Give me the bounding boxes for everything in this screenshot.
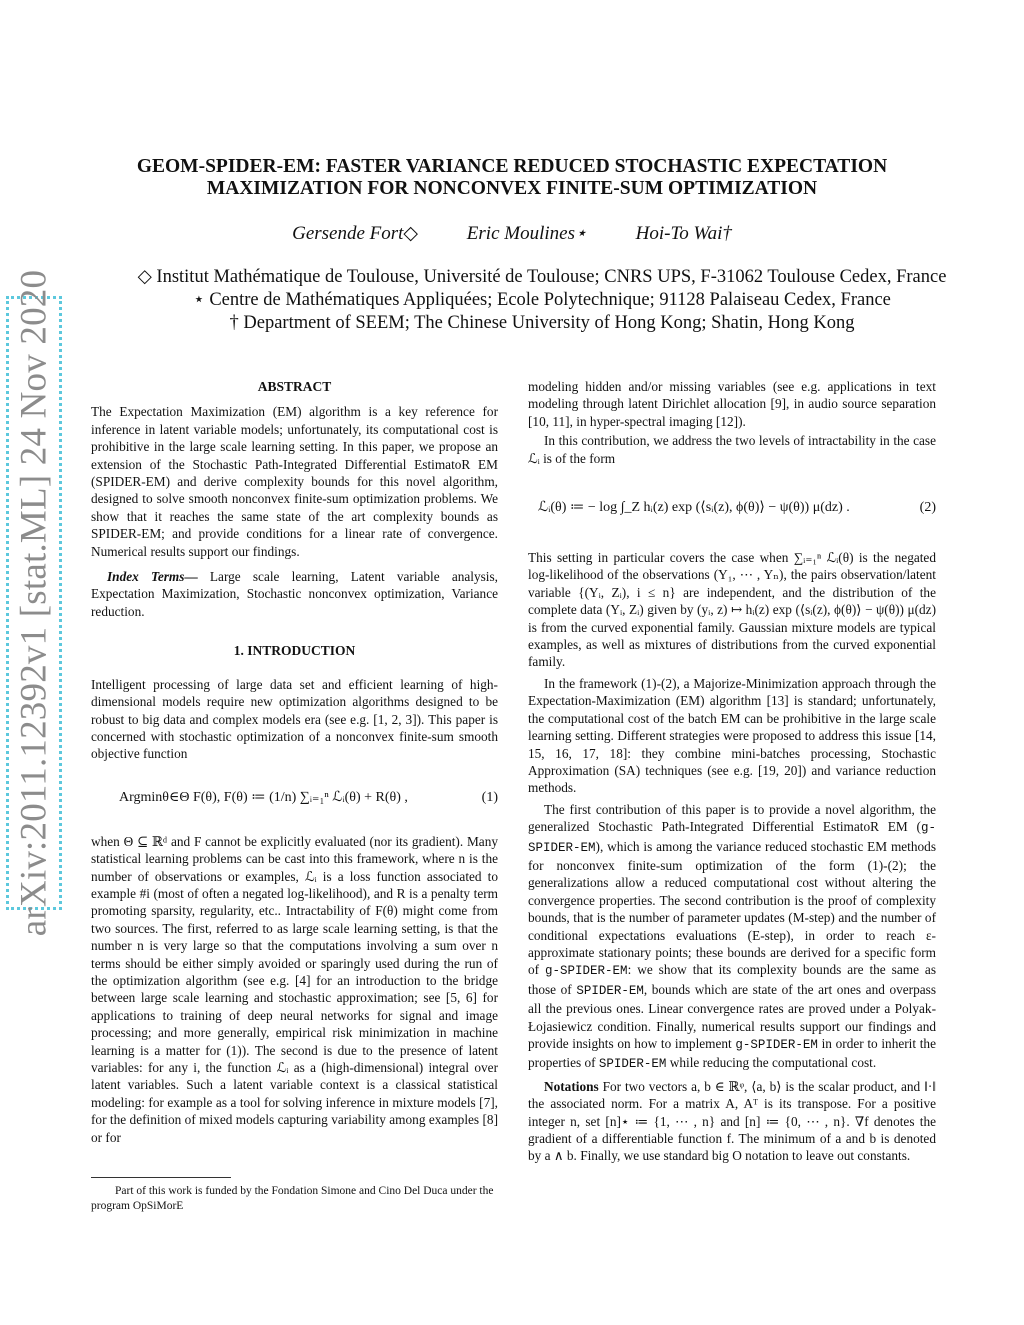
author-2: Eric Moulines⋆ — [466, 223, 587, 244]
paper-title — [100, 156, 924, 200]
notations-paragraph — [528, 1078, 936, 1165]
intro-paragraph-1: Intelligent processing of large data set and efficient learning of high-dimensional models require new optimization algorithms designed to be robust to big data and complex models era (see e.g. [1, 2, 3]). This paper is concerned with stochastic optimization of a nonconvex finite-sum smooth objective function — [91, 676, 498, 762]
author-1: Gersende Fort◇ — [292, 223, 419, 244]
contrib-spider-2: SPIDER-EM — [598, 1057, 667, 1072]
index-terms-label: Index Terms— — [107, 569, 198, 585]
footnote-rule — [91, 1177, 231, 1178]
footnote — [91, 1184, 498, 1213]
left-column — [91, 378, 498, 1146]
title-line-2: MAXIMIZATION FOR NONCONVEX FINITE-SUM OPTIMIZATION — [206, 178, 818, 199]
affiliations — [60, 266, 1024, 335]
contrib-text-a: The first contribution of this paper is to provide a novel algorithm, the generalized Stochastic Path-Integrated Differential EstimatoR EM ( — [528, 801, 936, 835]
right-paragraph-1: modeling hidden and/or missing variables (see e.g. applications in text modeling through latent Dirichlet allocation [9], in audio source separation [10, 11], in hyper-spectral imaging [12]). — [528, 379, 936, 429]
affiliation-2: ⋆ Centre de Mathématiques Appliquées; Ecole Polytechnique; 91128 Palaiseau Cedex, France — [193, 290, 891, 310]
contrib-text-f: while reducing the computational cost. — [666, 1055, 877, 1071]
contrib-spider-1: SPIDER-EM — [576, 983, 644, 998]
author-3: Hoi-To Wai† — [635, 223, 732, 244]
abstract-heading: ABSTRACT — [257, 379, 332, 394]
right-paragraph-3: This setting in particular covers the case when ∑ᵢ₌₁ⁿ ℒᵢ(θ) is the negated log-likelihood of the observations (Y₁, ⋯ , Yₙ), the pairs observation/latent variable {(Yᵢ, Zᵢ), i ≤ n} are independent, and the distribution of the complete data (Yᵢ, Zᵢ) given by (yᵢ, z) ↦ hᵢ(z) exp (⟨sᵢ(z), ϕ(θ)⟩ − ψ(θ)) μ(dz) is from the curved exponential family. Gaussian mixture models are typical examples, as well as mixtures of distributions from the curved exponential family. — [528, 550, 936, 670]
contrib-text-c: : we show that its complexity bounds are the same as those of — [528, 962, 936, 997]
author-list — [100, 222, 924, 245]
footnote-text: Part of this work is funded by the Fondation Simone and Cino Del Duca under the program OpSiMorE — [91, 1185, 494, 1212]
index-terms — [91, 568, 498, 620]
right-column — [528, 378, 936, 1165]
equation-1-number: (1) — [481, 790, 498, 806]
equation-1 — [119, 783, 498, 813]
right-paragraph-5 — [528, 801, 936, 1074]
equation-2-number: (2) — [919, 500, 936, 516]
notations-text: For two vectors a, b ∈ ℝᵠ, ⟨a, b⟩ is the scalar product, and ‖·‖ the associated norm. For a matrix A, Aᵀ is its transpose. For a positive integer n, set [n]⋆ ≔ {1, ⋯ , n} and [n] ≔ {0, ⋯ , n}. ∇f denotes the gradient of a differentiable function f. The minimum of a and b is denoted by a ∧ b. Finally, we use standard big O notation to leave out constants. — [528, 1078, 936, 1164]
index-terms-text: Large scale learning, Latent variable analysis, Expectation Maximization, Stochastic nonconvex optimization, Variance reduction. — [91, 569, 498, 619]
contrib-gspider-1: g-SPIDER-EM — [528, 821, 936, 855]
contrib-text-e: in order to inherit the properties of — [528, 1036, 936, 1071]
equation-2-body: ℒᵢ(θ) ≔ − log ∫_Z hᵢ(z) exp (⟨sᵢ(z), ϕ(θ)⟩ − ψ(θ)) μ(dz) . — [538, 500, 850, 516]
equation-2 — [538, 493, 936, 523]
contrib-text-b: ), which is among the variance reduced stochastic EM methods for nonconvex finite-sum optimization of the form (1)-(2); the generalizations allow a reduced computational cost without altering the convergence properties. The second contribution is the proof of complexity bounds, that is the number of parameter updates (M-step) and the number of conditional expectations evaluations (E-step), in order to reach ε-approximate stationary points; these bounds are derived for a specific form of — [528, 838, 936, 978]
arxiv-stamp-text: arXiv:2011.12392v1 [stat.ML] 24 Nov 2020 — [13, 269, 55, 937]
contrib-gspider-2: g-SPIDER-EM — [545, 964, 628, 979]
arxiv-stamp — [6, 269, 62, 937]
affiliation-1: ◇ Institut Mathématique de Toulouse, Université de Toulouse; CNRS UPS, F-31062 Toulouse Cedex, France — [137, 267, 947, 287]
abstract-text: The Expectation Maximization (EM) algorithm is a key reference for inference in latent variable models; unfortunately, its computational cost is prohibitive in the large scale learning setting. In this paper, we propose an extension of the Stochastic Path-Integrated Differential EstimatoR EM (SPIDER-EM) and derive complexity bounds for this novel algorithm, designed to solve smooth nonconvex finite-sum optimization problems. We show that it reaches the same state of the art complexity bounds as SPIDER-EM; and provide conditions for a linear rate of convergence. Numerical results support our findings. — [91, 404, 498, 559]
intro-paragraph-2: when Θ ⊆ ℝᵈ and F cannot be explicitly evaluated (nor its gradient). Many statistical learning problems can be cast into this framework, where n is the number of observations or examples, ℒᵢ is a loss function associated to example #i (most of often a negated log-likelihood), and R is a penalty term promoting sparsity, regularity, etc.. Intractability of F(θ) might come from two sources. The first, referred to as large scale learning setting, is that the number n is very large so that the computations involving a sum over n terms should be either simply avoided or sparingly used during the run of the optimization algorithm (see e.g. [4] for an introduction to the bridge between large scale learning and stochastic approximation; see [5, 6] for applications to training of deep neural networks for signal and image processing; and more generally, empirical risk minimization in machine learning is a matter for (1)). The second is due to the presence of latent variables: for any i, the function ℒᵢ as a (high-dimensional) integral over latent variables. Such a latent variable context is a classical statistical modeling: for example as a tool for solving inference in mixture models [7], for the definition of mixed models capturing variability among examples [8] or for — [91, 833, 498, 1145]
right-paragraph-4: In the framework (1)-(2), a Majorize-Minimization approach through the Expectation-Maximization (EM) algorithm [13] is standard; unfortunately, the computational cost of the batch EM can be prohibitive in the large scale learning setting. Different strategies were proposed to address this issue [14, 15, 16, 17, 18]: they combine mini-batches processing, Stochastic Approximation (SA) techniques (see e.g. [19, 20]) and variance reduction methods. — [528, 675, 936, 796]
affiliation-3: † Department of SEEM; The Chinese University of Hong Kong; Shatin, Hong Kong — [229, 313, 855, 333]
intro-heading: 1. INTRODUCTION — [233, 643, 356, 659]
right-paragraph-2: In this contribution, we address the two levels of intractability in the case ℒᵢ is of the form — [528, 433, 936, 466]
notations-label: Notations — [544, 1078, 599, 1094]
contrib-gspider-3: g-SPIDER-EM — [735, 1038, 818, 1052]
title-line-1: GEOM-SPIDER-EM: FASTER VARIANCE REDUCED STOCHASTIC EXPECTATION — [136, 156, 888, 177]
contrib-text-d: , bounds which are state of the art ones and overpass all the previous ones. Linear convergence rates are proved under a Polyak-Łojasiewicz condition. Finally, numerical results support our findings and provide insights on how to implement — [528, 981, 936, 1051]
equation-1-body: Argminθ∈Θ F(θ), F(θ) ≔ (1/n) ∑ᵢ₌₁ⁿ ℒᵢ(θ) + R(θ) , — [119, 790, 408, 806]
